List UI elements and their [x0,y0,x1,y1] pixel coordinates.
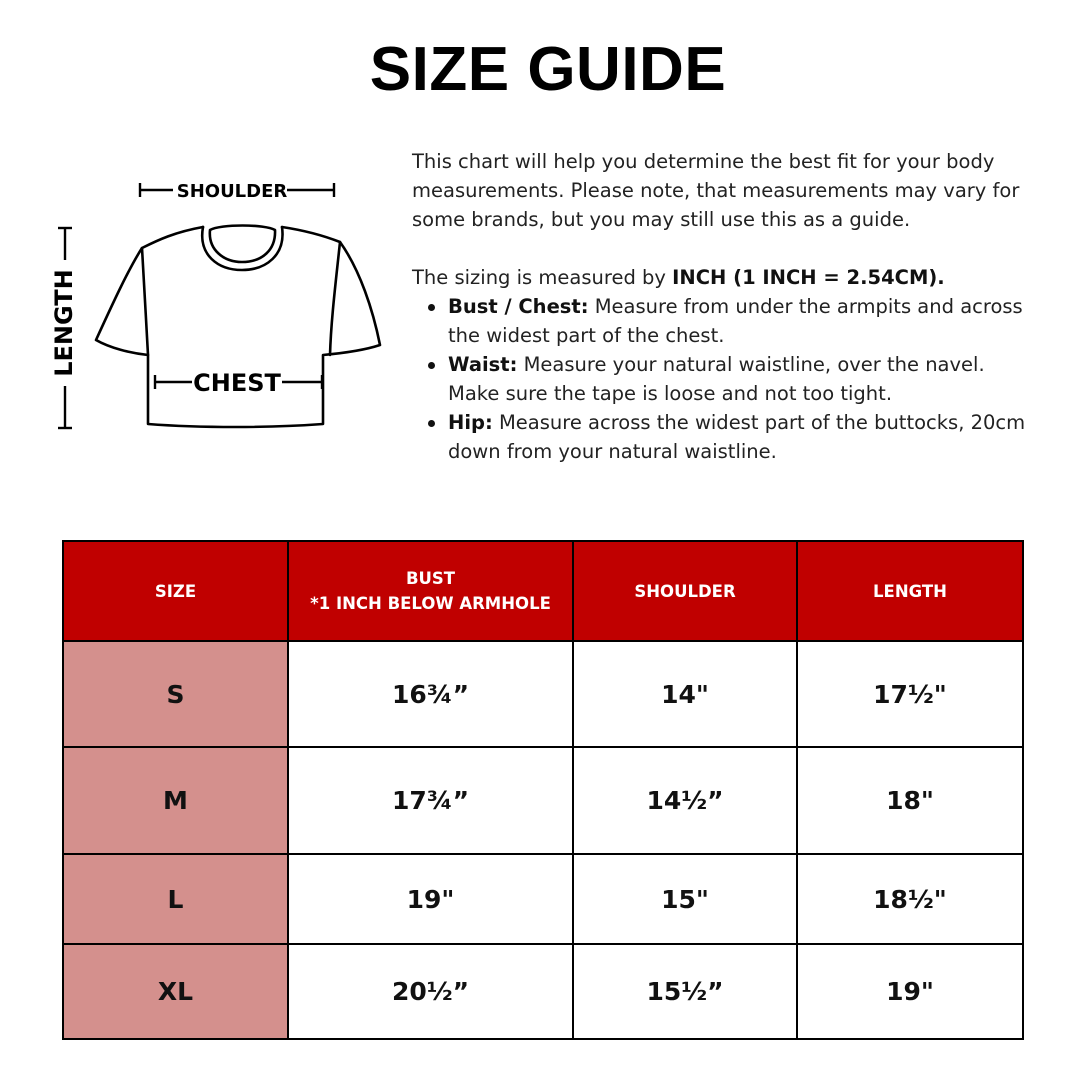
table-header-row [63,541,1023,641]
length-cell: 17½" [797,641,1023,747]
bust-cell: 17¾” [288,747,573,854]
length-cell: 18½" [797,854,1023,944]
intro-text: This chart will help you determine the best fit for your body measurements. Please note, that measurements may vary for some brands, but you may still use this as a guide. [412,150,1020,231]
header-bust-line2: *1 INCH BELOW ARMHOLE [310,594,551,613]
bullet-term: Waist: [448,353,518,376]
length-cell: 18" [797,747,1023,854]
list-item-bust [448,292,1032,350]
table-row [63,944,1023,1039]
header-bust-line1: BUST [405,569,456,588]
header-length: LENGTH [797,541,1023,641]
table-row [63,641,1023,747]
bust-cell: 16¾” [288,641,573,747]
shoulder-cell: 14½” [573,747,797,854]
bullet-term: Bust / Chest: [448,295,589,318]
bullet-text: Measure from under the armpits and across the widest part of the chest. [448,295,1023,347]
bullet-term: Hip: [448,411,493,434]
tshirt-diagram [40,170,400,450]
shoulder-label: SHOULDER [176,181,288,202]
left-sleeve-seam [142,248,148,355]
shoulder-cell: 15" [573,854,797,944]
unit-prefix: The sizing is measured by [412,266,673,289]
size-cell: L [63,854,288,944]
tshirt-illustration [40,170,400,450]
size-cell: XL [63,944,288,1039]
table-row [63,854,1023,944]
length-cell: 19" [797,944,1023,1039]
unit-note [412,263,1032,292]
bullet-text: Measure your natural waistline, over the navel. Make sure the tape is loose and not too tight. [448,353,985,405]
collar-inner [210,226,275,263]
bust-cell: 20½” [288,944,573,1039]
right-sleeve-seam [330,242,340,355]
unit-bold: INCH (1 INCH = 2.54CM). [672,266,945,289]
bust-cell: 19" [288,854,573,944]
page-title: SIZE GUIDE [369,35,727,104]
size-cell: S [63,641,288,747]
measurement-instructions [412,147,1032,466]
bullet-text: Measure across the widest part of the buttocks, 20cm down from your natural waistline. [448,411,1026,463]
size-table [62,540,1024,1040]
length-label: LENGTH [50,269,78,377]
chest-label: CHEST [193,369,281,397]
list-item-hip [448,408,1032,466]
list-item-waist [448,350,1032,408]
header-size: SIZE [63,541,288,641]
shoulder-cell: 14" [573,641,797,747]
header-shoulder: SHOULDER [573,541,797,641]
shoulder-cell: 15½” [573,944,797,1039]
table-row [63,747,1023,854]
measurement-list [412,292,1032,466]
size-cell: M [63,747,288,854]
header-bust [288,541,573,641]
